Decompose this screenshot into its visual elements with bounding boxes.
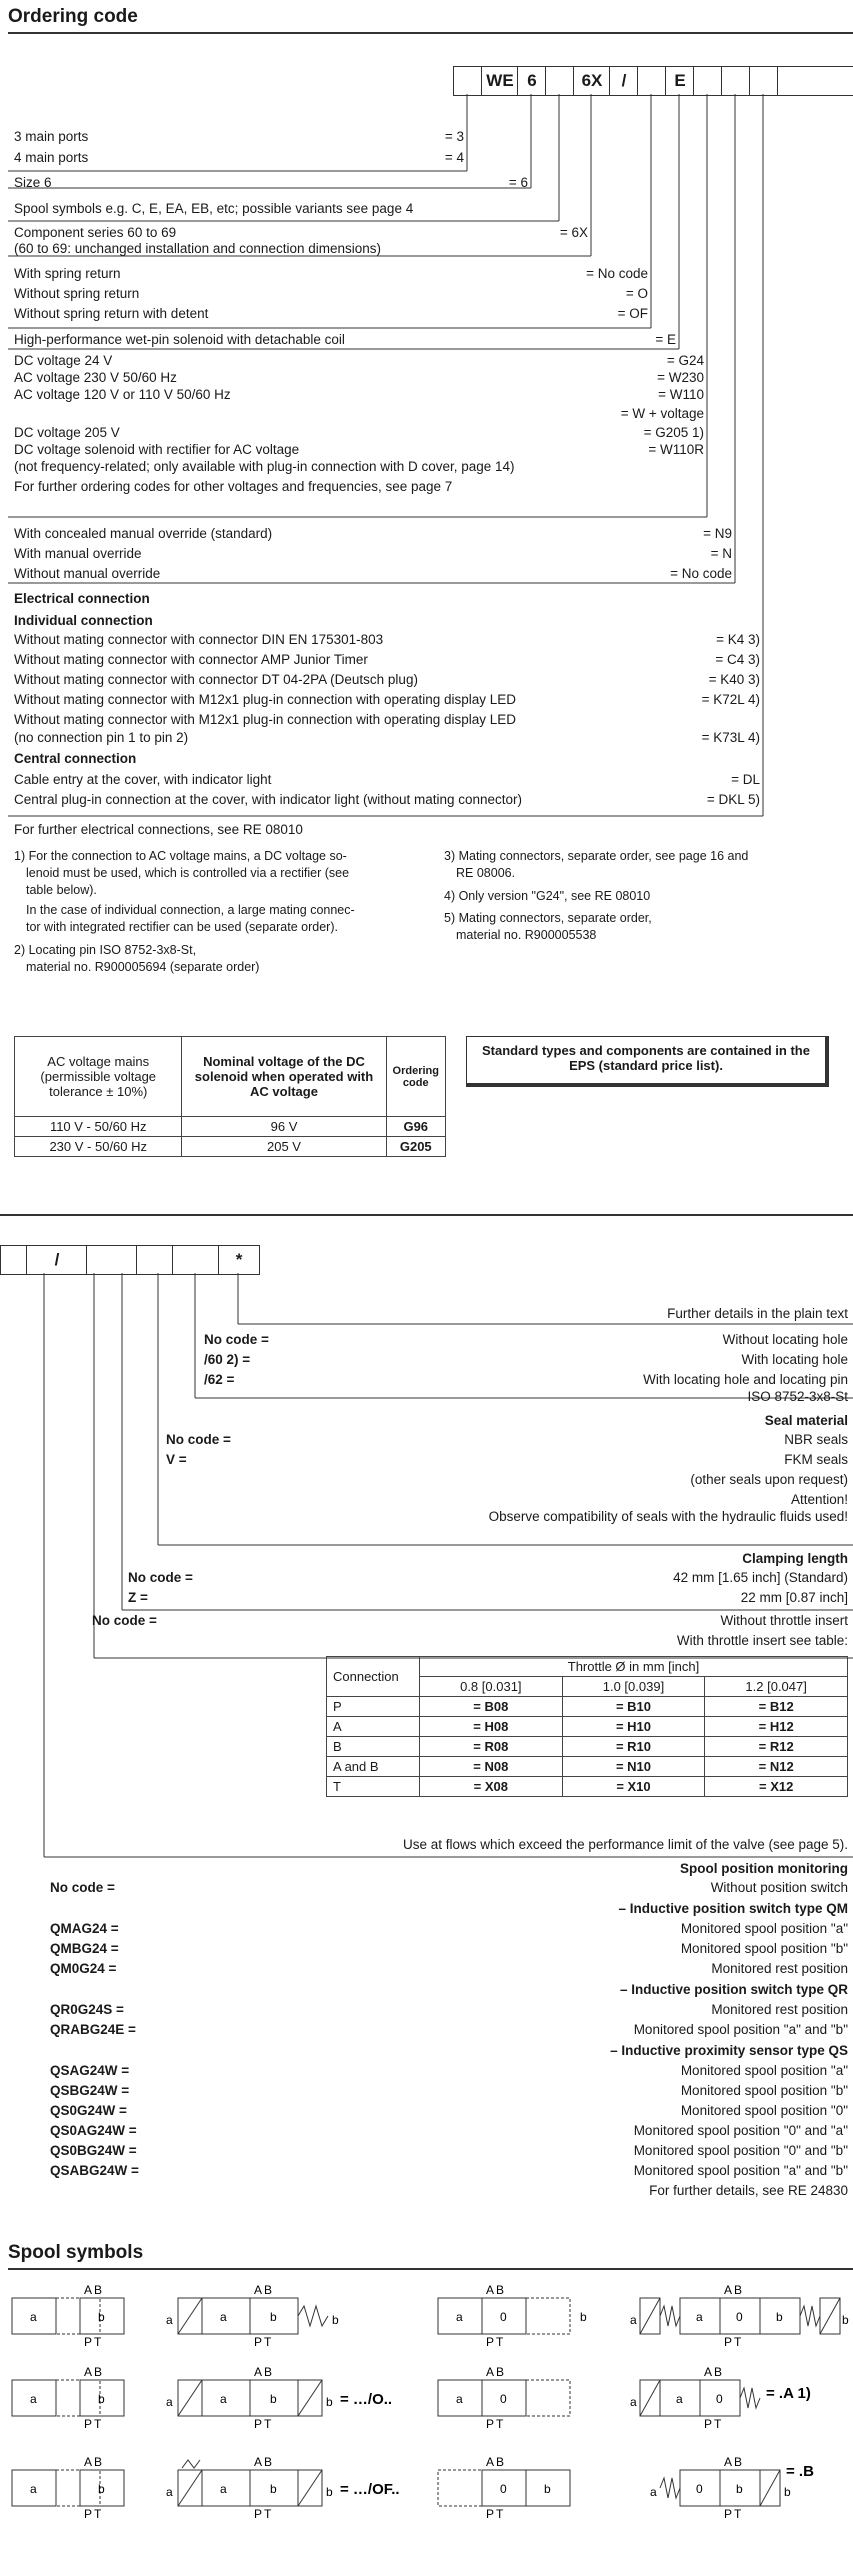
- table-cell: = H10: [562, 1717, 705, 1737]
- svg-text:b: b: [270, 2310, 277, 2324]
- dl-label: Cable entry at the cover, with indicator light: [14, 772, 272, 787]
- table-cell: A and B: [327, 1757, 420, 1777]
- monitor-qs0g-desc: Monitored spool position "0": [680, 2103, 848, 2118]
- table-row: [327, 1777, 848, 1797]
- seal-attention: Attention!: [790, 1492, 848, 1507]
- spool-label-b: b: [98, 2310, 105, 2324]
- monitor-qs0g: QS0G24W =: [50, 2103, 127, 2118]
- detent-label: Without spring return with detent: [14, 306, 209, 321]
- loc-with-pin: With locating hole and locating pin: [643, 1372, 848, 1387]
- spool-symbol-7: [438, 2365, 570, 2431]
- svg-text:a: a: [220, 2482, 227, 2496]
- spool-suffix-a: = .A 1): [766, 2385, 811, 2402]
- k73l-code: = K73L 4): [701, 730, 760, 745]
- svg-text:0: 0: [716, 2392, 723, 2406]
- table-cell: = H08: [420, 1717, 563, 1737]
- monitor-qs-heading: – Inductive proximity sensor type QS: [610, 2043, 848, 2058]
- table-cell: T: [327, 1777, 420, 1797]
- svg-text:B: B: [264, 2455, 273, 2469]
- elec-further: For further electrical connections, see RE 08010: [14, 822, 303, 837]
- seal-fkm: FKM seals: [784, 1452, 848, 1467]
- footnote-4: 4) Only version "G24", see RE 08010: [444, 889, 651, 903]
- spool-symbol-4: [630, 2283, 849, 2349]
- ports-4-label: 4 main ports: [14, 150, 89, 165]
- spool-symbols-diagram: [0, 2280, 853, 2560]
- loc-without: Without locating hole: [722, 1332, 848, 1347]
- svg-text:A: A: [486, 2365, 495, 2379]
- throttle-nocode: No code =: [92, 1613, 157, 1628]
- ports-3-code: = 3: [444, 129, 464, 144]
- throttle-col-header: Connection: [327, 1657, 420, 1697]
- spool-symbol-3: [438, 2283, 587, 2349]
- footnote-1e: tor with integrated rectifier can be used (separate order).: [26, 920, 338, 934]
- svg-text:a: a: [166, 2313, 173, 2327]
- footnote-2b: material no. R900005694 (separate order): [26, 960, 260, 974]
- dkl-label: Central plug-in connection at the cover, with indicator light (without mating connector): [14, 792, 523, 807]
- svg-text:0: 0: [500, 2310, 507, 2324]
- override-n-code: = N: [710, 546, 732, 561]
- size-label: Size 6: [14, 175, 52, 190]
- svg-text:T: T: [94, 2417, 102, 2431]
- rectifier-label: DC voltage solenoid with rectifier for AC voltage: [14, 442, 300, 457]
- throttle-size: 1.0 [0.039]: [562, 1677, 705, 1697]
- svg-text:B: B: [714, 2365, 723, 2379]
- nospring-label: Without spring return: [14, 286, 140, 301]
- table-cell: 96 V: [182, 1117, 386, 1137]
- svg-text:T: T: [496, 2417, 504, 2431]
- spool-symbol-8: [630, 2365, 760, 2431]
- svg-text:B: B: [734, 2455, 743, 2469]
- override-n-label: With manual override: [14, 546, 142, 561]
- c4-label: Without mating connector with connector AMP Junior Timer: [14, 652, 368, 667]
- override-none-label: Without manual override: [14, 566, 161, 581]
- monitor-qrabg: QRABG24E =: [50, 2022, 136, 2037]
- spool-symbol-6: [166, 2365, 333, 2431]
- monitor-further: For further details, see RE 24830: [649, 2183, 848, 2198]
- svg-text:a: a: [220, 2392, 227, 2406]
- svg-text:a: a: [30, 2392, 37, 2406]
- throttle-with: With throttle insert see table:: [676, 1633, 848, 1648]
- spool-symbol-9: [12, 2455, 124, 2521]
- table-cell: P: [327, 1697, 420, 1717]
- table-cell: = R08: [420, 1737, 563, 1757]
- k40-code: = K40 3): [708, 672, 760, 687]
- monitor-heading: Spool position monitoring: [680, 1861, 848, 1876]
- monitor-qm0g: QM0G24 =: [50, 1961, 117, 1976]
- throttle-without: Without throttle insert: [720, 1613, 848, 1628]
- svg-text:A: A: [254, 2455, 263, 2469]
- table-cell: = N12: [705, 1757, 848, 1777]
- svg-text:a: a: [456, 2392, 463, 2406]
- monitor-qmag: QMAG24 =: [50, 1921, 119, 1936]
- monitor-qs0ag: QS0AG24W =: [50, 2123, 137, 2138]
- throttle-table: [326, 1656, 848, 1797]
- spool-symbol-11: [438, 2455, 570, 2521]
- spool-label: Spool symbols e.g. C, E, EA, EB, etc; possible variants see page 4: [14, 201, 414, 216]
- svg-text:B: B: [264, 2283, 273, 2297]
- svg-text:A: A: [704, 2365, 713, 2379]
- ac120-code: = W110: [658, 387, 704, 402]
- code-cell-series: 6X: [573, 66, 611, 96]
- footnote-2a: 2) Locating pin ISO 8752-3x8-St,: [14, 943, 197, 957]
- dc24-code: = G24: [666, 353, 704, 368]
- table-row: [327, 1757, 848, 1777]
- spool-title: Spool symbols: [8, 2242, 144, 2263]
- svg-text:b: b: [270, 2392, 277, 2406]
- table-row: [327, 1717, 848, 1737]
- svg-text:a: a: [166, 2485, 173, 2499]
- svg-text:B: B: [94, 2455, 103, 2469]
- svg-text:A: A: [486, 2455, 495, 2469]
- table-row: [15, 1117, 446, 1137]
- ac120-label: AC voltage 120 V or 110 V 50/60 Hz: [14, 387, 231, 402]
- spool-label-a: a: [30, 2310, 37, 2324]
- spool-label-B: B: [94, 2283, 103, 2297]
- loc-60: /60 2) =: [204, 1352, 251, 1367]
- code-cell-e: E: [665, 66, 695, 96]
- table-cell: = R12: [705, 1737, 848, 1757]
- svg-text:A: A: [486, 2283, 495, 2297]
- seal-heading: Seal material: [764, 1413, 848, 1428]
- svg-text:b: b: [326, 2395, 333, 2409]
- svg-text:P: P: [724, 2507, 733, 2521]
- code-cell-size: 6: [517, 66, 547, 96]
- voltage-further: For further ordering codes for other voltages and frequencies, see page 7: [14, 479, 453, 494]
- table-cell: = H12: [705, 1717, 848, 1737]
- footnote-5a: 5) Mating connectors, separate order,: [444, 911, 652, 925]
- k4-code: = K4 3): [716, 632, 760, 647]
- loc-62: /62 =: [204, 1372, 235, 1387]
- clamp-nocode: No code =: [128, 1570, 193, 1585]
- footnote-1d: In the case of individual connection, a large mating connec-: [26, 903, 355, 917]
- table-cell: = B10: [562, 1697, 705, 1717]
- table-cell: A: [327, 1717, 420, 1737]
- spool-label-P: P: [84, 2335, 93, 2349]
- k72l-code: = K72L 4): [701, 692, 760, 707]
- spool-symbol-5: [12, 2365, 124, 2431]
- ports-4-code: = 4: [444, 150, 464, 165]
- k4-label: Without mating connector with connector DIN EN 175301-803: [14, 632, 384, 647]
- spool-symbol-2: [166, 2283, 339, 2349]
- individual-heading: Individual connection: [14, 613, 153, 628]
- svg-text:0: 0: [736, 2310, 743, 2324]
- svg-text:T: T: [714, 2417, 722, 2431]
- table-cell: G205: [386, 1137, 445, 1157]
- table-cell: = B08: [420, 1697, 563, 1717]
- spool-symbol-1: [12, 2283, 124, 2349]
- svg-text:a: a: [630, 2395, 637, 2409]
- monitor-qsag: QSAG24W =: [50, 2063, 130, 2078]
- throttle-note: Use at flows which exceed the performance limit of the valve (see page 5).: [403, 1837, 848, 1852]
- svg-text:T: T: [264, 2335, 272, 2349]
- svg-text:b: b: [326, 2485, 333, 2499]
- clamp-22: 22 mm [0.87 inch]: [740, 1590, 848, 1605]
- monitor-qmag-desc: Monitored spool position "a": [680, 1921, 848, 1936]
- monitor-nocode: No code =: [50, 1880, 115, 1895]
- clamp-heading: Clamping length: [742, 1551, 848, 1566]
- ac-table-header-nominal: Nominal voltage of the DC solenoid when operated with AC voltage: [182, 1037, 386, 1117]
- svg-text:B: B: [496, 2283, 505, 2297]
- svg-text:B: B: [94, 2365, 103, 2379]
- seal-other: (other seals upon request): [690, 1472, 848, 1487]
- monitor-qsbg-desc: Monitored spool position "b": [680, 2083, 848, 2098]
- svg-text:P: P: [486, 2507, 495, 2521]
- ac-table-header-code: Ordering code: [386, 1037, 445, 1117]
- loc-nocode: No code =: [204, 1332, 269, 1347]
- monitor-qs0bg-desc: Monitored spool position "0" and "b": [633, 2143, 848, 2158]
- clamp-z: Z =: [128, 1590, 148, 1605]
- svg-text:B: B: [264, 2365, 273, 2379]
- nospring-code: = O: [625, 286, 648, 301]
- code-cell-slash: /: [609, 66, 639, 96]
- svg-text:A: A: [254, 2365, 263, 2379]
- svg-text:A: A: [724, 2283, 733, 2297]
- monitor-qsbg: QSBG24W =: [50, 2083, 130, 2098]
- solenoid-code: = E: [655, 332, 676, 347]
- svg-text:A: A: [724, 2455, 733, 2469]
- monitor-qsag-desc: Monitored spool position "a": [680, 2063, 848, 2078]
- series-note: (60 to 69: unchanged installation and connection dimensions): [14, 241, 381, 256]
- svg-text:b: b: [784, 2485, 791, 2499]
- central-heading: Central connection: [14, 751, 137, 766]
- ac-voltage-table: [14, 1036, 446, 1157]
- table-cell: B: [327, 1737, 420, 1757]
- svg-text:T: T: [734, 2507, 742, 2521]
- size-code: = 6: [508, 175, 528, 190]
- ac230-label: AC voltage 230 V 50/60 Hz: [14, 370, 177, 385]
- svg-text:b: b: [544, 2482, 551, 2496]
- monitor-qsabg-desc: Monitored spool position "a" and "b": [633, 2163, 848, 2178]
- footnote-1c: table below).: [26, 883, 97, 897]
- seal-nbr: NBR seals: [784, 1432, 848, 1447]
- table-cell: = N10: [562, 1757, 705, 1777]
- rectifier-code: = W110R: [648, 442, 704, 457]
- spool-suffix-of: = …/OF..: [340, 2481, 400, 2498]
- svg-text:A: A: [84, 2455, 93, 2469]
- svg-text:b: b: [580, 2310, 587, 2324]
- k73l-note: (no connection pin 1 to pin 2): [14, 730, 189, 745]
- svg-text:a: a: [456, 2310, 463, 2324]
- footnote-5b: material no. R900005538: [456, 928, 597, 942]
- monitor-qrabg-desc: Monitored spool position "a" and "b": [633, 2022, 848, 2037]
- svg-text:P: P: [254, 2417, 263, 2431]
- table-row: [327, 1697, 848, 1717]
- monitor-qs0ag-desc: Monitored spool position "0" and "a": [633, 2123, 848, 2138]
- table-cell: = B12: [705, 1697, 848, 1717]
- table-cell: = X12: [705, 1777, 848, 1797]
- throttle-size: 1.2 [0.047]: [705, 1677, 848, 1697]
- svg-text:B: B: [496, 2365, 505, 2379]
- svg-text:A: A: [254, 2283, 263, 2297]
- monitor-qr-heading: – Inductive position switch type QR: [619, 1982, 848, 1997]
- k73l-label: Without mating connector with M12x1 plug-in connection with operating display LED: [14, 712, 517, 727]
- monitor-qs0bg: QS0BG24W =: [50, 2143, 137, 2158]
- clamp-42: 42 mm [1.65 inch] (Standard): [673, 1570, 848, 1585]
- elec-conn-heading: Electrical connection: [14, 591, 150, 606]
- page-title: Ordering code: [8, 6, 138, 27]
- footnote-1b: lenoid must be used, which is controlled via a rectifier (see: [26, 866, 350, 880]
- dc24-label: DC voltage 24 V: [14, 353, 113, 368]
- k72l-label: Without mating connector with M12x1 plug-in connection with operating display LED: [14, 692, 517, 707]
- svg-text:P: P: [254, 2335, 263, 2349]
- table-row: [327, 1737, 848, 1757]
- svg-text:b: b: [736, 2482, 743, 2496]
- svg-text:b: b: [98, 2482, 105, 2496]
- spool-label-T: T: [94, 2335, 102, 2349]
- svg-text:T: T: [264, 2507, 272, 2521]
- table-cell: G96: [386, 1117, 445, 1137]
- table-cell: 230 V - 50/60 Hz: [15, 1137, 182, 1157]
- svg-text:b: b: [270, 2482, 277, 2496]
- spring-label: With spring return: [14, 266, 121, 281]
- svg-text:T: T: [264, 2417, 272, 2431]
- seal-compat: Observe compatibility of seals with the hydraulic fluids used!: [488, 1509, 848, 1524]
- svg-text:a: a: [650, 2485, 657, 2499]
- spool-suffix-o: = …/O..: [340, 2391, 393, 2408]
- svg-text:a: a: [676, 2392, 683, 2406]
- monitor-qmbg-desc: Monitored spool position "b": [680, 1941, 848, 1956]
- code2-cell-slash: /: [26, 1245, 88, 1275]
- svg-text:0: 0: [500, 2482, 507, 2496]
- override-none-code: = No code: [670, 566, 732, 581]
- spool-suffix-b: = .B: [786, 2463, 814, 2480]
- dc205-label: DC voltage 205 V: [14, 425, 120, 440]
- spool-symbol-10: [166, 2455, 333, 2521]
- svg-text:0: 0: [500, 2392, 507, 2406]
- table-row: [15, 1137, 446, 1157]
- monitor-qsabg: QSABG24W =: [50, 2163, 139, 2178]
- svg-text:b: b: [842, 2313, 849, 2327]
- svg-text:b: b: [98, 2392, 105, 2406]
- eps-note-text: Standard types and components are contained in the EPS (standard price list).: [482, 1043, 810, 1073]
- ac-table-header-mains: AC voltage mains (permissible voltage tolerance ± 10%): [15, 1037, 182, 1117]
- svg-text:a: a: [30, 2482, 37, 2496]
- monitor-none: Without position switch: [710, 1880, 848, 1895]
- table-cell: = X08: [420, 1777, 563, 1797]
- plain-text-note: Further details in the plain text: [667, 1306, 848, 1321]
- svg-text:b: b: [776, 2310, 783, 2324]
- k40-label: Without mating connector with connector DT 04-2PA (Deutsch plug): [14, 672, 418, 687]
- table-cell: 110 V - 50/60 Hz: [15, 1117, 182, 1137]
- svg-text:P: P: [254, 2507, 263, 2521]
- c4-code: = C4 3): [715, 652, 760, 667]
- table-cell: 205 V: [182, 1137, 386, 1157]
- svg-text:P: P: [704, 2417, 713, 2431]
- monitor-qmbg: QMBG24 =: [50, 1941, 119, 1956]
- loc-iso: ISO 8752-3x8-St: [747, 1389, 848, 1404]
- svg-text:T: T: [734, 2335, 742, 2349]
- series-label: Component series 60 to 69: [14, 225, 177, 240]
- svg-text:B: B: [734, 2283, 743, 2297]
- svg-text:P: P: [486, 2335, 495, 2349]
- solenoid-label: High-performance wet-pin solenoid with detachable coil: [14, 332, 345, 347]
- spring-code: = No code: [586, 266, 648, 281]
- table-cell: = X10: [562, 1777, 705, 1797]
- loc-with: With locating hole: [741, 1352, 848, 1367]
- seal-nocode: No code =: [166, 1432, 231, 1447]
- svg-text:a: a: [696, 2310, 703, 2324]
- monitor-qm-heading: – Inductive position switch type QM: [618, 1901, 848, 1916]
- section-divider: [0, 1214, 853, 1216]
- svg-text:T: T: [496, 2507, 504, 2521]
- eps-note-box: [466, 1036, 829, 1087]
- svg-text:b: b: [332, 2313, 339, 2327]
- code-cell-we: WE: [481, 66, 519, 96]
- table-cell: = N08: [420, 1757, 563, 1777]
- footnote-3b: RE 08006.: [456, 866, 516, 880]
- footnote-3a: 3) Mating connectors, separate order, see page 16 and: [444, 849, 749, 863]
- spool-symbol-12: [650, 2455, 791, 2521]
- seal-v: V =: [166, 1452, 187, 1467]
- override-n9-code: = N9: [703, 526, 732, 541]
- w-voltage-code: = W + voltage: [620, 406, 704, 421]
- svg-text:A: A: [84, 2365, 93, 2379]
- svg-text:P: P: [724, 2335, 733, 2349]
- ac230-code: = W230: [657, 370, 704, 385]
- dl-code: = DL: [731, 772, 760, 787]
- series-code: = 6X: [559, 225, 588, 240]
- override-n9-label: With concealed manual override (standard): [14, 526, 273, 541]
- monitor-qr0g: QR0G24S =: [50, 2002, 124, 2017]
- monitor-qr0g-desc: Monitored rest position: [711, 2002, 848, 2017]
- svg-text:T: T: [94, 2507, 102, 2521]
- table-cell: = R10: [562, 1737, 705, 1757]
- throttle-size: 0.8 [0.031]: [420, 1677, 563, 1697]
- svg-text:B: B: [496, 2455, 505, 2469]
- rectifier-note: (not frequency-related; only available with plug-in connection with D cover, page 14): [14, 459, 515, 474]
- svg-text:P: P: [84, 2507, 93, 2521]
- code2-cell-star: *: [218, 1245, 260, 1275]
- throttle-group-header: Throttle Ø in mm [inch]: [420, 1657, 848, 1677]
- spool-divider: [8, 2268, 853, 2270]
- monitor-qm0g-desc: Monitored rest position: [711, 1961, 848, 1976]
- svg-text:a: a: [220, 2310, 227, 2324]
- detent-code: = OF: [617, 306, 648, 321]
- svg-text:a: a: [166, 2395, 173, 2409]
- dkl-code: = DKL 5): [706, 792, 760, 807]
- svg-text:P: P: [486, 2417, 495, 2431]
- svg-text:T: T: [496, 2335, 504, 2349]
- spool-label-A: A: [84, 2283, 93, 2297]
- ports-3-label: 3 main ports: [14, 129, 89, 144]
- svg-text:0: 0: [696, 2482, 703, 2496]
- dc205-code: = G205 1): [643, 425, 704, 440]
- svg-text:a: a: [630, 2313, 637, 2327]
- svg-text:P: P: [84, 2417, 93, 2431]
- footnote-1a: 1) For the connection to AC voltage mains, a DC voltage so-: [14, 849, 347, 863]
